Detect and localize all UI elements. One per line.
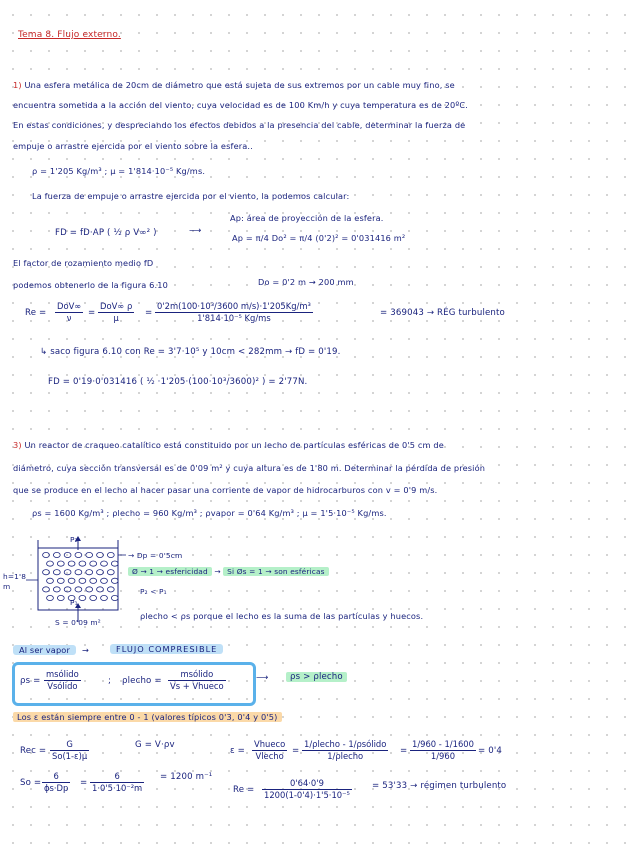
particle — [79, 595, 86, 600]
particle — [79, 578, 86, 583]
sphericity-note: Ø → 1 → esfericidad → Si Øs = 1 → son esféricas — [128, 567, 329, 577]
particle — [111, 578, 118, 583]
drag-force-formula: FD = fD·AP ( ½ ρ V∞² ) — [55, 228, 157, 238]
porosity-lhs: ε = — [230, 746, 246, 756]
particle — [90, 578, 97, 583]
reynolds-2-fraction: $\frac{0'64\cdot 0'9}{\text{1200(1-0'4)·1'5·10⁻⁵}}$ — [264, 778, 350, 800]
problem-3-number: 3) — [13, 440, 22, 450]
reynolds-2-result: = 53'33 → régimen turbulento — [372, 781, 507, 791]
arrow-icon: ⟶ — [189, 226, 202, 236]
particle — [101, 578, 108, 583]
particle — [64, 587, 71, 592]
particle — [111, 561, 118, 566]
problem-1-line-2: encuentra sometida a la acción del viento, cuya velocidad es de 100 Km/h y cuya temperatura es de 20ºC. — [13, 100, 469, 110]
porosity-fraction-3: $\frac{1/960 - 1/1600}{1/960}$ — [412, 739, 474, 761]
diameter-conversion: Do = 0'2 m → 200 mm — [258, 277, 354, 287]
particle — [53, 552, 60, 557]
problem-3-properties: ρs = 1600 Kg/m³ ; ρlecho = 960 Kg/m³ ; ρvapor = 0'64 Kg/m³ ; μ = 1'5·10⁻⁵ Kg/ms. — [32, 508, 387, 518]
problem-1-properties: ρ = 1'205 Kg/m³ ; μ = 1'814·10⁻⁵ Kg/ms. — [32, 166, 206, 176]
pressure-relation: P₂ < P₁ — [140, 587, 167, 596]
particle — [75, 552, 82, 557]
particle — [57, 595, 64, 600]
particle — [53, 570, 60, 575]
compressible-flow-label: FLUJO COMPRESIBLE — [110, 644, 223, 654]
particle — [47, 578, 54, 583]
porosity-range-note: Los ε están siempre entre 0 - 1 (valores típicos 0'3, 0'4 y 0'5) — [13, 712, 282, 722]
reynolds-2-lhs: Re = — [233, 785, 255, 795]
vapor-note: Al ser vapor — [13, 645, 76, 655]
solid-density-fraction: msólido Vsólido — [46, 669, 79, 691]
projection-area-note: Ap: área de proyección de la esfera. — [230, 213, 384, 223]
equals-sign: = — [145, 308, 153, 318]
equals-sign: = — [292, 746, 300, 756]
particle — [97, 552, 104, 557]
specific-surface-fraction-1: $\frac{6}{\phi s\cdot Dp}$ — [44, 771, 69, 793]
solid-density-lhs: ρs = — [20, 676, 41, 686]
reynolds-fraction-1: DoV∞ ν — [57, 301, 82, 323]
problem-3-line-2: diámetro, cuya sección transversal es de 0'09 m² y cuya altura es de 1'80 m. Determinar la pérdida de presión — [13, 463, 486, 473]
bed-density-note: ρlecho < ρs porque el lecho es la suma de las partículas y huecos. — [140, 611, 424, 621]
problem-1-number: 1) — [13, 80, 22, 90]
figure-note: podemos obtenerlo de la figura 6.10 — [13, 280, 168, 290]
mass-flux-formula: G = V·ρv — [135, 740, 175, 750]
particle — [79, 561, 86, 566]
projection-area-formula: Ap = π/4 Do² = π/4 (0'2)² = 0'031416 m² — [232, 233, 406, 243]
particle — [107, 587, 114, 592]
equals-sign: = — [400, 746, 408, 756]
specific-surface-lhs: So = — [20, 778, 42, 788]
modified-reynolds-fraction: $\frac{G}{So(1-\varepsilon)\mu}$ — [52, 739, 88, 761]
problem-1-line-3: En estas condiciones, y despreciando los efectos debidos a la presencia del cable, determinar la fuerza de — [13, 120, 466, 130]
bed-density-fraction: msólido Vs + Vhueco — [170, 669, 224, 691]
problem-1-line-4: empuje o arrastre ejercida por el viento sobre la esfera.. — [13, 141, 253, 151]
particle — [107, 570, 114, 575]
page-title: Tema 8. Flujo externo. — [18, 30, 121, 40]
return-arrow-icon: ↳ — [40, 347, 48, 357]
outlet-pressure-label: P₂ — [70, 535, 78, 544]
particle — [43, 552, 50, 557]
particle — [97, 570, 104, 575]
particle — [86, 570, 93, 575]
particle — [86, 552, 93, 557]
particle — [75, 570, 82, 575]
reynolds-lhs: Re = — [25, 308, 47, 318]
particle — [90, 561, 97, 566]
particle — [107, 552, 114, 557]
equals-sign: = — [80, 778, 88, 788]
particle — [111, 595, 118, 600]
particle — [43, 570, 50, 575]
particle — [47, 561, 54, 566]
bed-height-label: h=1'8 m — [3, 572, 27, 591]
particle — [101, 561, 108, 566]
problem-1-force-intro: La fuerza de empuje o arrastre ejercida por el viento, la podemos calcular: — [32, 191, 350, 201]
separator: ; — [108, 676, 112, 686]
specific-surface-result: = 1200 m⁻¹ — [160, 772, 213, 782]
particle — [90, 595, 97, 600]
particle — [68, 578, 75, 583]
particle — [75, 587, 82, 592]
specific-surface-fraction-2: $\frac{6}{\text{1·0'5·10⁻²m}}$ — [92, 771, 143, 793]
particle — [57, 578, 64, 583]
arrow-icon: ⟶ — [256, 673, 269, 683]
porosity-result: = 0'4 — [478, 746, 502, 756]
porosity-fraction-2: 1/ρlecho - 1/ρsólido 1/ρlecho — [304, 739, 387, 761]
equals-sign: = — [88, 308, 96, 318]
reynolds-fraction-2: DoV∞ ρ μ — [100, 301, 133, 323]
bed-area-label: S = 0'09 m² — [55, 618, 101, 627]
figure-read-line: ↳ saco figura 6.10 con Re = 3'7·10⁵ y 10cm < 282mm → fD = 0'19. — [40, 347, 341, 357]
particle — [101, 595, 108, 600]
particle — [86, 587, 93, 592]
modified-reynolds-lhs: Rec = — [20, 746, 47, 756]
particle — [43, 587, 50, 592]
problem-3-line-3: que se produce en el lecho al hacer pasar una corriente de vapor de hidrocarburos con v = 0'9 m/s. — [13, 485, 438, 495]
porosity-fraction-1: Vhueco Vlecho — [254, 739, 286, 761]
problem-3-line-1: 3) Un reactor de craqueo catalítico está constituido por un lecho de partículas esféricas de 0'5 cm de — [13, 440, 444, 450]
particle — [53, 587, 60, 592]
particle — [97, 587, 104, 592]
arrow-icon: → — [82, 645, 90, 655]
particle — [57, 561, 64, 566]
density-comparison: ρs > ρlecho — [286, 672, 347, 682]
particle — [47, 595, 54, 600]
problem-1-line-1: 1) Una esfera metálica de 20cm de diámetro que está sujeta de sus extremos por un cable muy fino, se — [13, 80, 455, 90]
reynolds-fraction-3: $\frac{\text{0'2m(100·10³/3600 m/s)·1'205Kg/m³}}{\text{1'814·10⁻⁵ Kg/ms}}$ — [157, 301, 311, 323]
particle — [68, 561, 75, 566]
particle-diameter-label: → Dp = 0'5cm — [128, 551, 183, 560]
inlet-pressure-label: P₁ — [70, 598, 78, 607]
particle — [64, 552, 71, 557]
bed-density-lhs: ρlecho = — [122, 676, 162, 686]
particle-grid — [43, 552, 119, 600]
particle — [64, 570, 71, 575]
reynolds-result: = 369043 → RÉG turbulento — [380, 308, 505, 318]
drag-force-calculation: FD = 0'19·0'031416 ( ½ ·1'205·(100·10³/3600)² ) = 2'77N. — [48, 377, 308, 387]
friction-factor-note: El factor de rozamiento medio fD — [13, 258, 154, 268]
